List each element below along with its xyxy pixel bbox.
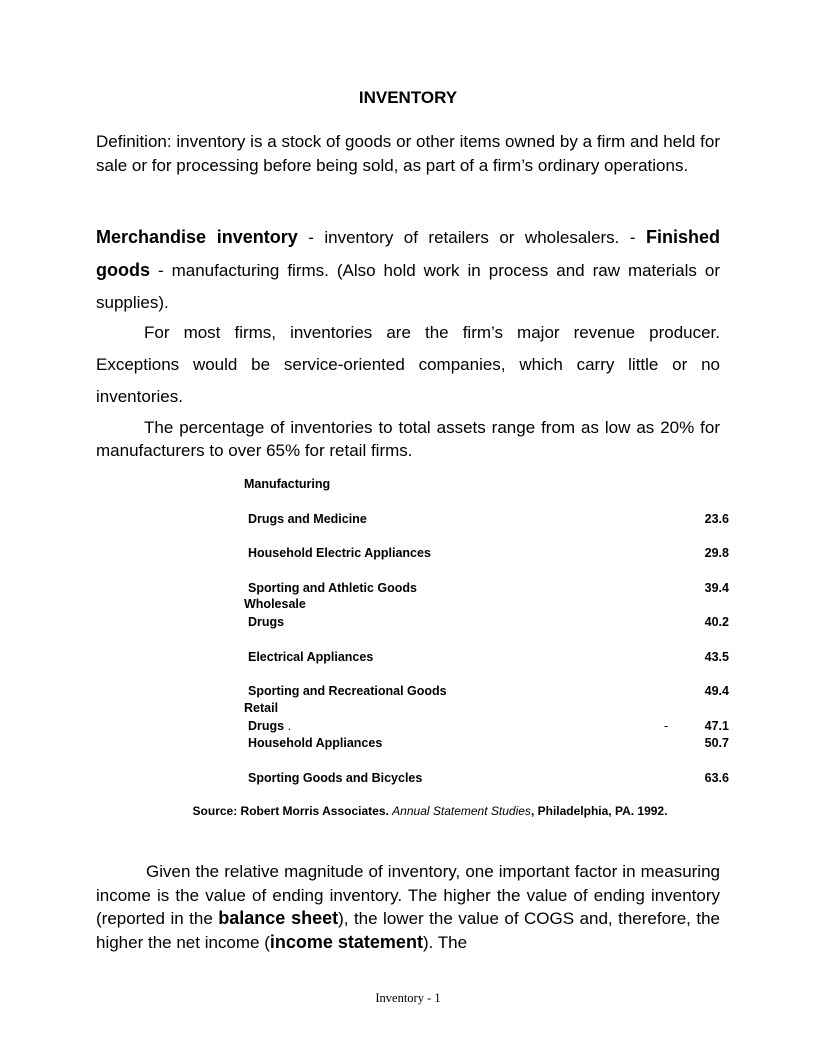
ending-inventory-paragraph <box>96 860 720 954</box>
industry-value: 50.7 <box>704 736 729 750</box>
merchandise-inventory-term: Merchandise inventory <box>96 227 298 247</box>
category-label: Wholesale <box>244 597 306 611</box>
firms-paragraph: For most firms, inventories are the firm’s major revenue producer. Exceptions would be service-oriented companies, which carry little or no inventories. <box>96 323 720 406</box>
merchandise-paragraph <box>96 221 720 319</box>
category-label: Manufacturing <box>244 477 331 491</box>
merchandise-text: - inventory of retailers or wholesalers. - <box>297 228 646 247</box>
table-row <box>244 511 732 527</box>
industry-value: 49.4 <box>704 684 729 698</box>
industry-label: Sporting Goods and Bicycles <box>248 771 423 785</box>
industry-label: Household Electric Appliances <box>248 546 431 560</box>
industry-value: 29.8 <box>704 546 729 560</box>
paragraph-text: ), the lower the value of COGS and, therefore, the higher the net income ( <box>96 909 721 952</box>
table-row <box>244 649 732 665</box>
source-suffix: , Philadelphia, PA. 1992. <box>530 804 668 818</box>
industry-value: 23.6 <box>704 512 729 526</box>
industry-value: 40.2 <box>704 615 729 629</box>
balance-sheet-term: balance sheet <box>218 908 339 928</box>
stray-dot: . <box>287 719 292 733</box>
industry-label-text: Drugs <box>248 719 285 733</box>
industry-label <box>248 718 291 734</box>
table-row <box>244 770 732 786</box>
industry-value: 39.4 <box>704 581 729 595</box>
industry-label: Drugs <box>248 615 285 629</box>
finished-goods-term: Finished goods <box>96 227 720 280</box>
finished-goods-text: - manufacturing firms. (Also hold work in process and raw materials or supplies). <box>96 261 720 312</box>
industry-label: Household Appliances <box>248 736 383 750</box>
industry-label: Drugs and Medicine <box>248 512 367 526</box>
paragraph-text: Given the relative magnitude of inventory, one important factor in measuring income is the value of ending inventory. The higher the value of ending inventory (reported in the <box>96 862 720 928</box>
table-category-row <box>244 700 732 716</box>
table-row <box>244 580 732 596</box>
table-row <box>244 545 732 561</box>
page-footer: Inventory - 1 <box>375 991 441 1005</box>
table-row <box>244 614 732 630</box>
category-label: Retail <box>244 701 279 715</box>
table-category-row <box>244 596 732 612</box>
industry-label: Electrical Appliances <box>248 650 374 664</box>
income-statement-term: income statement <box>269 931 423 952</box>
source-title: Annual Statement Studies <box>392 804 531 818</box>
source-citation <box>0 804 816 818</box>
industry-value: 43.5 <box>704 650 729 664</box>
table-category-row <box>244 476 732 492</box>
industry-value: 47.1 <box>704 719 729 733</box>
table-row <box>244 683 732 699</box>
industry-value: 63.6 <box>704 771 729 785</box>
leader-dash: - <box>664 719 669 733</box>
definition-paragraph: Definition: inventory is a stock of goods or other items owned by a firm and held for sale or for processing before being sold, as part of a firm’s ordinary operations. <box>96 132 720 175</box>
percentage-paragraph: The percentage of inventories to total assets range from as low as 20% for manufacturers to over 65% for retail firms. <box>96 418 720 460</box>
source-prefix: Source: Robert Morris Associates. <box>192 804 393 818</box>
industry-label: Sporting and Athletic Goods <box>248 581 417 595</box>
table-row <box>244 718 732 734</box>
page-title: INVENTORY <box>358 88 458 107</box>
industry-label: Sporting and Recreational Goods <box>248 684 447 698</box>
table-row <box>244 735 732 751</box>
paragraph-text: ). The <box>422 932 468 952</box>
